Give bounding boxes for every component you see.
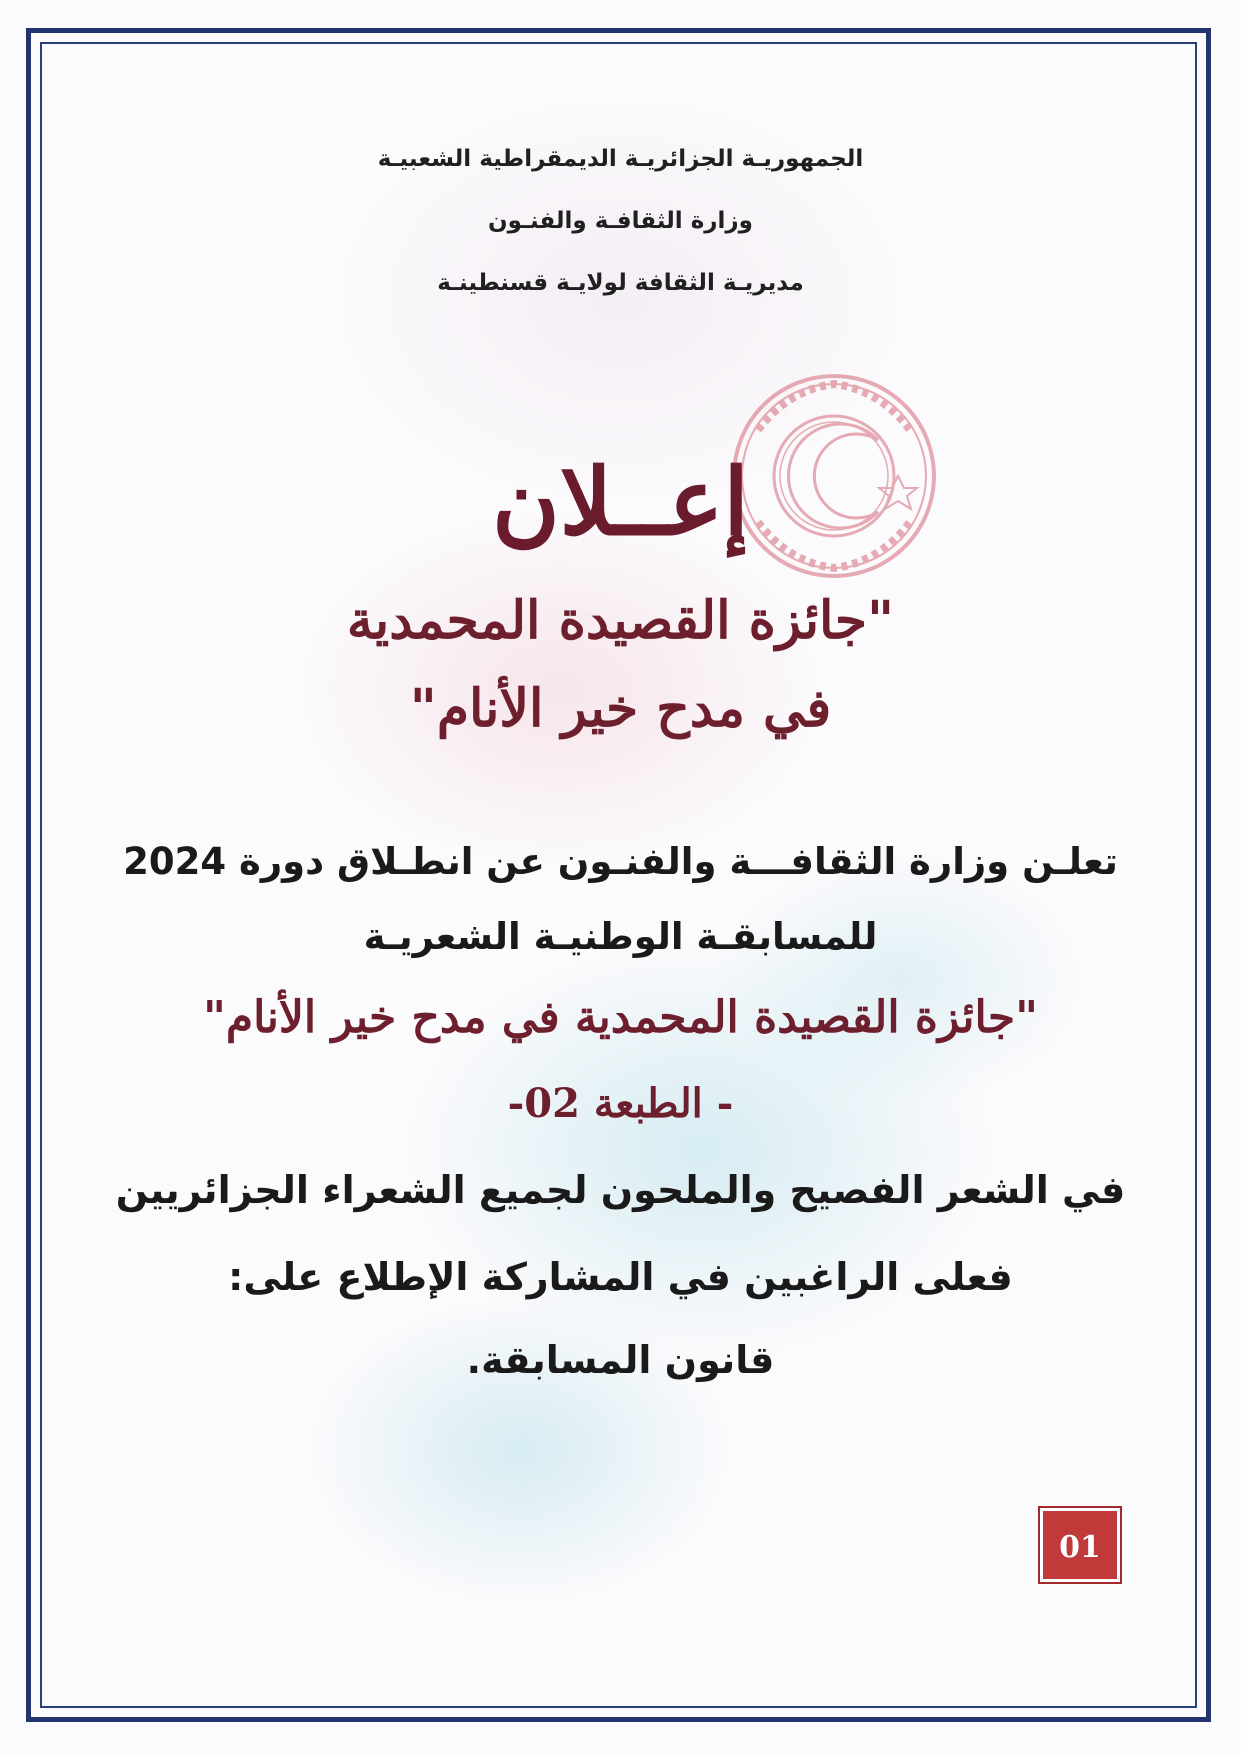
prize-title-full: "جائزة القصيدة المحمدية في مدح خير الأنام" [203, 992, 1038, 1043]
body-line-5: قانون المسابقة. [466, 1338, 775, 1382]
page-number-badge: 01 [1040, 1508, 1120, 1582]
body-line-3: في الشعر الفصيح والملحون لجميع الشعراء الجزائريين [115, 1168, 1126, 1212]
header-directorate: مديريـة الثقافة لولايـة قسنطينـة [437, 270, 804, 296]
announcement-title: إعــلان [492, 448, 749, 556]
body-line-1: تعلـن وزارة الثقافـــة والفنـون عن انطـلاق دورة 2024 [123, 840, 1118, 883]
edition-label: - الطبعة 02- [507, 1080, 734, 1127]
prize-title-line-1: "جائزة القصيدة المحمدية [346, 590, 895, 651]
header-ministry: وزارة الثقافـة والفنـون [488, 208, 753, 234]
document-content [60, 60, 1181, 1690]
header-republic: الجمهوريـة الجزائريـة الديمقراطية الشعبيـة [377, 146, 864, 172]
body-line-2: للمسابقـة الوطنيـة الشعريـة [363, 915, 878, 958]
prize-title-line-2: في مدح خير الأنام" [409, 678, 832, 739]
body-line-4: فعلى الراغبين في المشاركة الإطلاع على: [228, 1255, 1013, 1299]
